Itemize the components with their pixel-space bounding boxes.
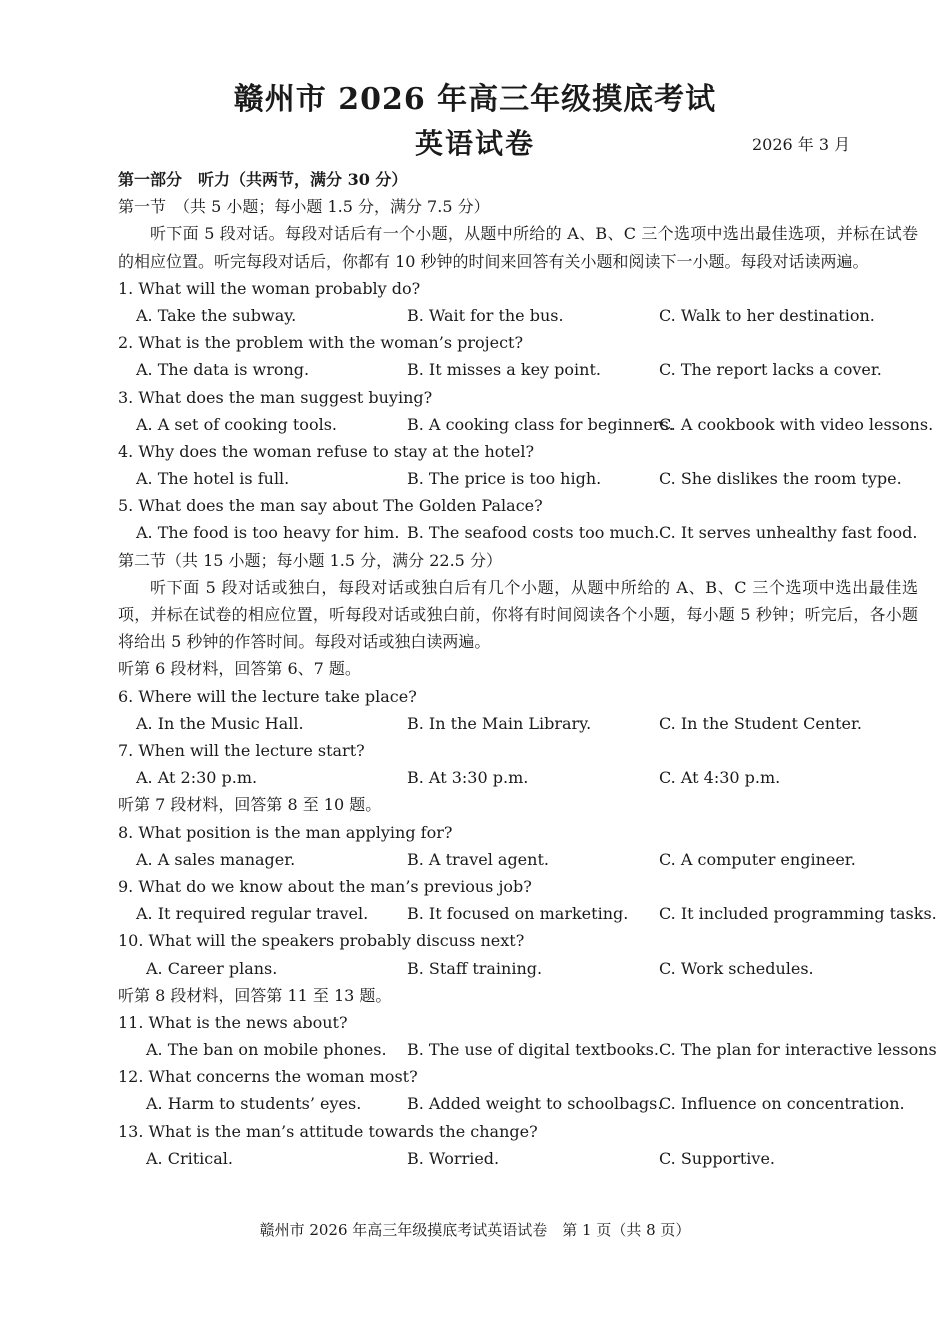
option-c: C. She dislikes the room type. <box>659 469 902 489</box>
option-b: B. A travel agent. <box>407 849 549 869</box>
option-b: B. The use of digital textbooks. <box>407 1040 659 1060</box>
question-options <box>118 1145 918 1172</box>
exam-title: 赣州市 2026 年高三年级摸底考试 <box>233 82 717 117</box>
option-b: B. In the Main Library. <box>407 713 592 733</box>
section2-instructions: 听下面 5 段对话或独白，每段对话或独白后有几个小题，从题中所给的 A、B、C 三个选项中选出最佳选项，并标在试卷的相应位置，听每段对话或独白前，你将有时间阅读各个小题，每小题 5 秒钟；听完后，各小题将给出 5 秒钟的作答时间。每段对话或独白读两遍。 <box>118 577 918 652</box>
question-options <box>118 900 937 927</box>
question-stem: 11. What is the news about? <box>118 1012 348 1032</box>
material-7-heading: 听第 7 段材料，回答第 8 至 10 题。 <box>118 795 382 815</box>
question-stem: 6. Where will the lecture take place? <box>118 686 417 706</box>
question-options <box>118 302 918 329</box>
question-options <box>118 411 934 438</box>
question-options <box>118 764 918 791</box>
option-b: B. The seafood costs too much. <box>407 523 660 543</box>
option-a: A. It required regular travel. <box>136 904 369 924</box>
exam-content <box>118 166 937 1172</box>
question-options <box>118 465 918 492</box>
option-c: C. Influence on concentration. <box>659 1094 905 1114</box>
section1-heading: 第一节 （共 5 小题；每小题 1.5 分，满分 7.5 分） <box>118 197 490 217</box>
part1-heading: 第一部分 听力（共两节，满分 30 分） <box>118 170 408 189</box>
option-a: A. The food is too heavy for him. <box>136 523 400 543</box>
question-stem: 1. What will the woman probably do? <box>118 278 421 298</box>
question-options <box>118 356 918 383</box>
section2-heading: 第二节（共 15 小题；每小题 1.5 分，满分 22.5 分） <box>118 550 502 570</box>
option-c: C. The plan for interactive lessons <box>659 1040 937 1060</box>
option-a: A. The data is wrong. <box>136 360 310 380</box>
question-stem: 8. What position is the man applying for? <box>118 822 453 842</box>
question-stem: 10. What will the speakers probably discuss next? <box>118 931 525 951</box>
option-a: A. The hotel is full. <box>136 469 290 489</box>
option-c: C. A cookbook with video lessons. <box>659 414 934 434</box>
page-footer: 赣州市 2026 年高三年级摸底考试英语试卷 第 1 页（共 8 页） <box>259 1221 691 1239</box>
option-a: A. Take the subway. <box>136 305 297 325</box>
option-c: C. A computer engineer. <box>659 849 856 869</box>
question-options <box>118 519 918 546</box>
option-a: A. The ban on mobile phones. <box>146 1040 387 1060</box>
option-a: A. Career plans. <box>146 958 278 978</box>
option-b: B. The price is too high. <box>407 469 602 489</box>
option-b: B. Worried. <box>407 1148 500 1168</box>
question-options <box>118 1090 918 1117</box>
option-a: A. A sales manager. <box>136 849 296 869</box>
question-stem: 9. What do we know about the man’s previous job? <box>118 876 532 896</box>
option-c: C. Work schedules. <box>659 958 814 978</box>
option-c: C. In the Student Center. <box>659 713 862 733</box>
option-b: B. Staff training. <box>407 958 543 978</box>
option-c: C. The report lacks a cover. <box>659 360 882 380</box>
question-stem: 3. What does the man suggest buying? <box>118 387 433 407</box>
option-b: B. A cooking class for beginners. <box>407 414 674 434</box>
question-stem: 2. What is the problem with the woman’s project? <box>118 333 524 353</box>
option-c: C. Supportive. <box>659 1148 776 1168</box>
option-b: B. It misses a key point. <box>407 360 601 380</box>
question-stem: 7. When will the lecture start? <box>118 741 365 761</box>
option-c: C. It included programming tasks. <box>659 904 937 924</box>
material-8-heading: 听第 8 段材料，回答第 11 至 13 题。 <box>118 985 392 1005</box>
question-stem: 5. What does the man say about The Golden Palace? <box>118 496 543 516</box>
option-c: C. At 4:30 p.m. <box>659 768 781 788</box>
question-options <box>118 846 918 873</box>
option-c: C. Walk to her destination. <box>659 305 875 325</box>
option-b: B. At 3:30 p.m. <box>407 768 529 788</box>
question-options <box>118 955 918 982</box>
option-c: C. It serves unhealthy fast food. <box>659 523 918 543</box>
question-options <box>118 710 918 737</box>
question-stem: 12. What concerns the woman most? <box>118 1067 418 1087</box>
material-6-heading: 听第 6 段材料，回答第 6、7 题。 <box>118 659 361 679</box>
option-a: A. Harm to students’ eyes. <box>146 1094 362 1114</box>
section1-instructions: 听下面 5 段对话。每段对话后有一个小题，从题中所给的 A、B、C 三个选项中选出最佳选项，并标在试卷的相应位置。听完每段对话后，你都有 10 秒钟的时间来回答有关小题和阅读下一小题。每段对话读两遍。 <box>118 224 918 271</box>
option-b: B. Wait for the bus. <box>407 305 564 325</box>
question-stem: 13. What is the man’s attitude towards the change? <box>118 1121 538 1141</box>
question-options <box>118 1036 937 1063</box>
option-b: B. Added weight to schoolbags. <box>407 1094 663 1114</box>
exam-subtitle: 英语试卷 <box>414 127 535 160</box>
option-a: A. At 2:30 p.m. <box>136 768 258 788</box>
option-a: A. In the Music Hall. <box>136 713 304 733</box>
option-a: A. Critical. <box>146 1148 233 1168</box>
option-a: A. A set of cooking tools. <box>136 414 337 434</box>
option-b: B. It focused on marketing. <box>407 904 629 924</box>
question-stem: 4. Why does the woman refuse to stay at the hotel? <box>118 441 535 461</box>
exam-date: 2026 年 3 月 <box>752 135 851 154</box>
